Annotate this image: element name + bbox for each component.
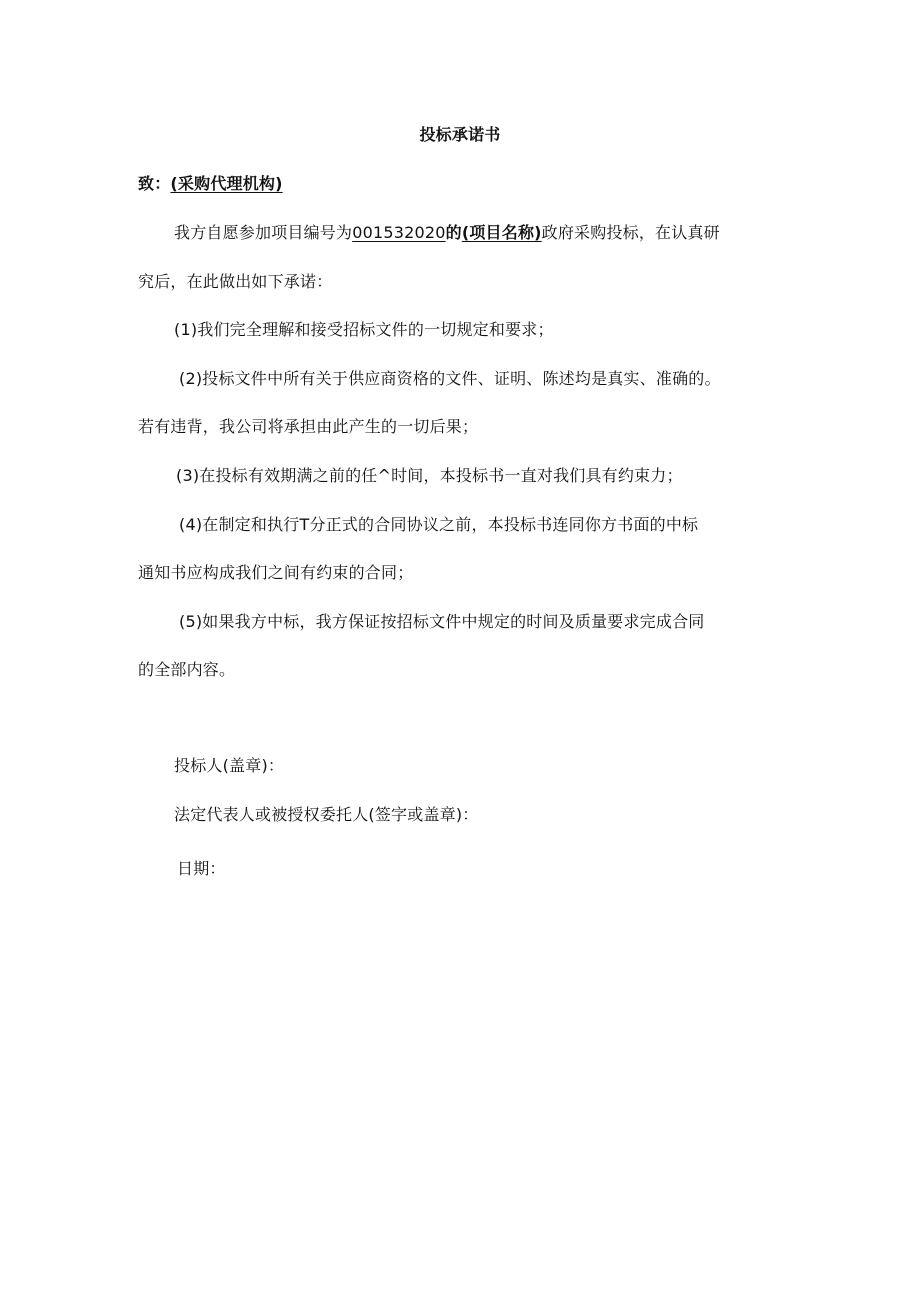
project-number: 001532020 [352,223,446,242]
addressee-line [138,172,283,196]
commitment-item-5-line-2: 的全部内容。 [138,660,236,679]
project-name: (项目名称) [461,223,542,242]
addressee-prefix: 致： [138,174,171,193]
date-label: 日期： [177,859,226,878]
document-title: 投标承诺书 [419,125,501,144]
intro-line-2: 究后，在此做出如下承诺： [138,272,333,291]
commitment-item-3: (3)在投标有效期满之前的任^时间，本投标书一直对我们具有约束力； [176,466,683,485]
addressee-agency: (采购代理机构) [170,174,283,193]
commitment-item-4-line-2: 通知书应构成我们之间有约束的合同； [138,563,414,582]
intro-line-1 [174,221,720,245]
commitment-item-5-line-1: (5)如果我方中标，我方保证按招标文件中规定的时间及质量要求完成合同 [179,612,705,631]
commitment-item-2-line-2: 若有违背，我公司将承担由此产生的一切后果； [138,417,479,436]
commitment-item-2-line-1: (2)投标文件中所有关于供应商资格的文件、证明、陈述均是真实、准确的。 [179,369,721,388]
intro-part3: 政府采购投标，在认真研 [541,223,720,242]
legal-representative-label: 法定代表人或被授权委托人(签字或盖章)： [174,805,479,824]
intro-part2: 的 [445,223,462,242]
intro-part1: 我方自愿参加项目编号为 [174,223,353,242]
commitment-item-4-line-1: (4)在制定和执行T分正式的合同协议之前，本投标书连同你方书面的中标 [179,515,699,534]
commitment-item-1: (1)我们完全理解和接受招标文件的一切规定和要求； [174,320,554,339]
bidder-seal-label: 投标人(盖章)： [174,756,285,775]
